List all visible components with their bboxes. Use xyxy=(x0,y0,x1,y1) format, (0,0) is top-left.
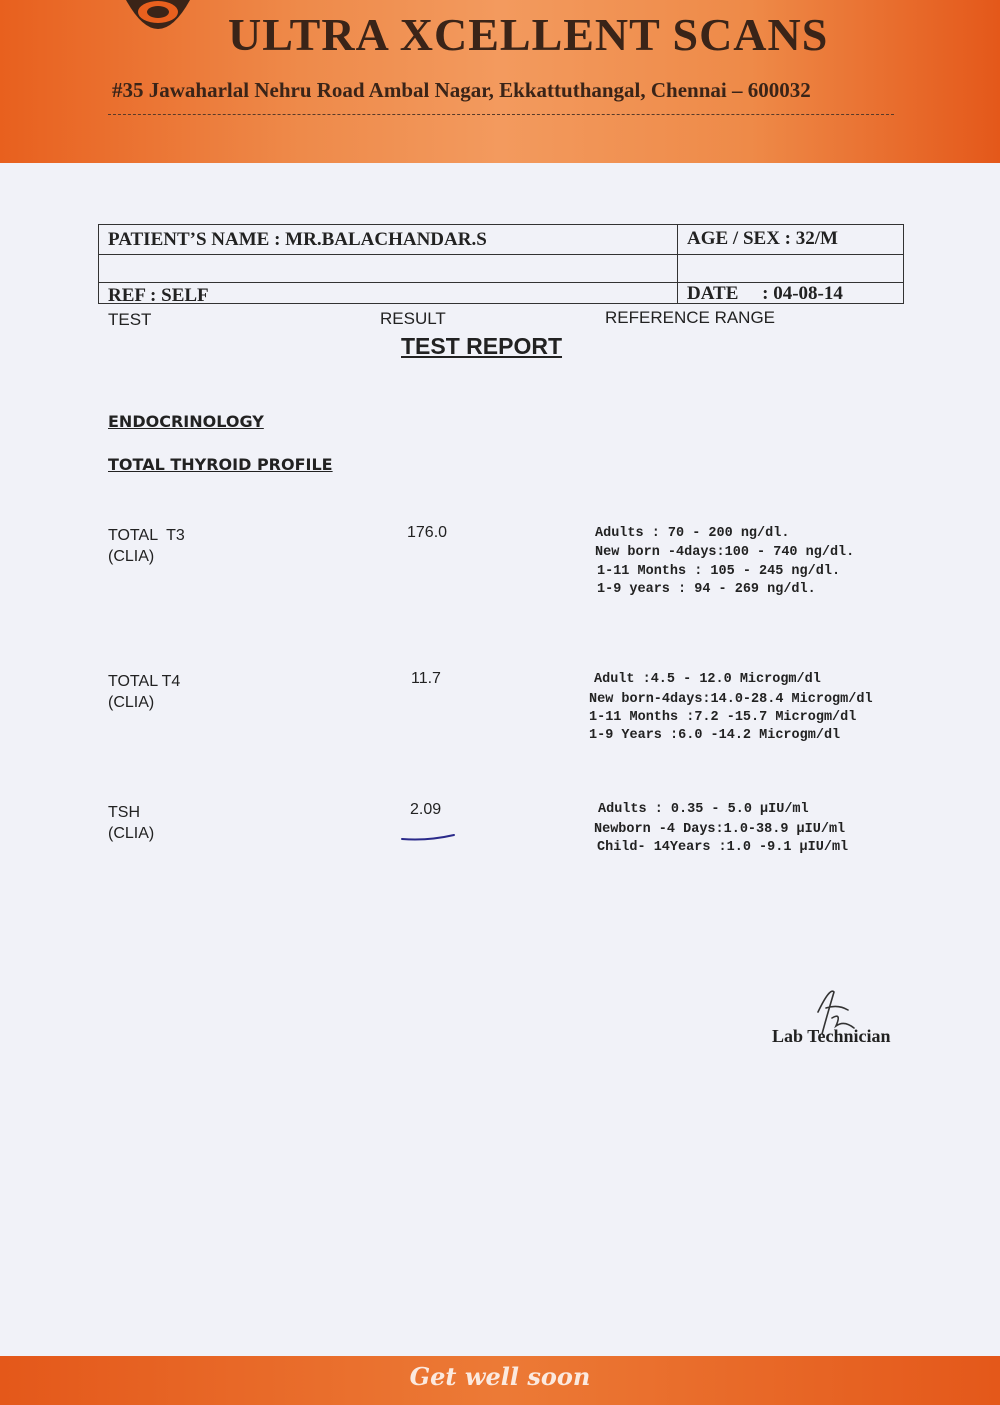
signer-label: Lab Technician xyxy=(772,1026,891,1046)
result-tsh: 2.09 xyxy=(410,801,442,818)
test-label: TOTAL T3 xyxy=(108,527,185,544)
test-method: (CLIA) xyxy=(108,694,155,711)
section-heading: ENDOCRINOLOGY xyxy=(108,412,264,431)
test-name-t4 xyxy=(108,671,180,713)
result-t4: 11.7 xyxy=(411,670,441,687)
column-test: TEST xyxy=(108,310,152,329)
referral: REF : SELF xyxy=(108,285,209,306)
ink-underline-mark xyxy=(400,830,456,844)
company-name: ULTRA XCELLENT SCANS xyxy=(228,9,829,60)
reference-line: 1-11 Months : 105 - 245 ng/dl. xyxy=(597,564,841,579)
reference-line: Child- 14Years :1.0 -9.1 µIU/ml xyxy=(597,840,849,855)
reference-line: Adults : 0.35 - 5.0 µIU/ml xyxy=(598,802,809,817)
scanner-logo-icon xyxy=(122,0,194,42)
header-divider xyxy=(108,114,894,115)
test-method: (CLIA) xyxy=(108,825,155,842)
column-result: RESULT xyxy=(380,309,446,328)
reference-line: Adult :4.5 - 12.0 Microgm/dl xyxy=(594,672,821,687)
reference-line: Adults : 70 - 200 ng/dl. xyxy=(595,526,790,541)
result-t3: 176.0 xyxy=(407,524,448,541)
report-title: TEST REPORT xyxy=(401,333,563,359)
reference-line: New born-4days:14.0-28.4 Microgm/dl xyxy=(589,692,873,707)
test-name-tsh xyxy=(108,802,154,844)
info-box-divider xyxy=(99,254,903,255)
reference-line: Newborn -4 Days:1.0-38.9 µIU/ml xyxy=(594,822,846,837)
test-name-t3 xyxy=(108,525,185,567)
reference-line: 1-9 Years :6.0 -14.2 Microgm/dl xyxy=(589,728,841,743)
reference-line: 1-11 Months :7.2 -15.7 Microgm/dl xyxy=(589,710,857,725)
test-method: (CLIA) xyxy=(108,548,155,565)
footer-slogan: Get well soon xyxy=(409,1362,591,1391)
reference-line: New born -4days:100 - 740 ng/dl. xyxy=(595,545,855,560)
patient-age-sex: AGE / SEX : 32/M xyxy=(687,228,838,249)
report-date: DATE : 04-08-14 xyxy=(687,283,843,304)
company-address: #35 Jawaharlal Nehru Road Ambal Nagar, Ekkattuthangal, Chennai – 600032 xyxy=(112,78,811,102)
reference-line: 1-9 years : 94 - 269 ng/dl. xyxy=(597,582,816,597)
test-label: TOTAL T4 xyxy=(108,673,181,690)
test-label: TSH xyxy=(108,804,140,821)
info-box-divider xyxy=(677,225,678,303)
subsection-heading: TOTAL THYROID PROFILE xyxy=(108,455,333,474)
letterhead-band xyxy=(0,0,1000,163)
column-reference-range: REFERENCE RANGE xyxy=(605,308,776,327)
patient-name: PATIENT’S NAME : MR.BALACHANDAR.S xyxy=(108,229,487,250)
